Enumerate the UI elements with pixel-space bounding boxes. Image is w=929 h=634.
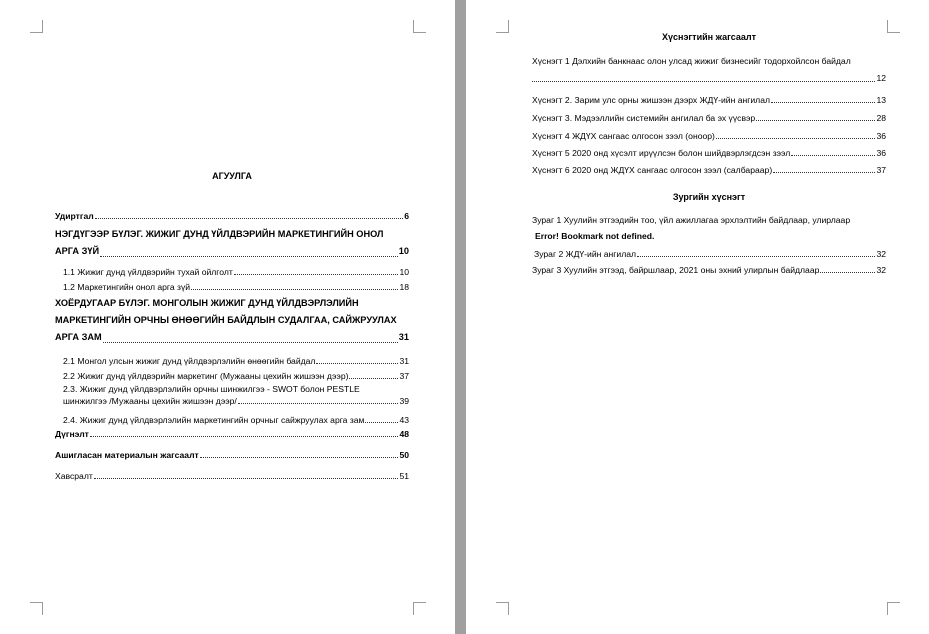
toc-entry[interactable]: Хавсралт 51	[55, 471, 409, 481]
table-entry[interactable]: Хүснэгт 1 Дэлхийн банкнаас олон улсад жижиг бизнесийг тодорхойлсон байдал 12	[532, 56, 886, 83]
crop-mark	[496, 20, 509, 33]
figures-title: Зургийн хүснэгт	[672, 192, 746, 202]
toc-entry[interactable]: Ашигласан материалын жагсаалт 50	[55, 450, 409, 460]
toc-entry[interactable]: 1.2 Маркетингийн онол арга зүй 18	[63, 282, 409, 292]
toc-entry[interactable]: ХОЁРДУГААР БҮЛЭГ. МОНГОЛЫН ЖИЖИГ ДУНД ҮЙЛДВЭРЛЭЛИЙН МАРКЕТИНГИЙН ОРЧНЫ ӨНӨӨГИЙН БАЙДЛЫН СУДАЛГАА, САЙЖРУУЛАХ АРГА ЗАМ 31	[55, 298, 409, 342]
crop-mark	[887, 20, 900, 33]
crop-mark	[30, 602, 43, 615]
crop-mark	[30, 20, 43, 33]
figure-entry[interactable]: Зураг 3 Хуулийн этгээд, байршлаар, 2021 оны эхний улирлын байдлаар 32	[532, 265, 886, 275]
toc-list	[55, 209, 409, 482]
tables-title: Хүснэгтийн жагсаалт	[662, 32, 756, 42]
table-entry[interactable]: Хүснэгт 4 ЖДҮХ сангаас олгосон зээл (оноор) 36	[532, 131, 886, 141]
tables-list	[532, 54, 886, 176]
crop-mark	[887, 602, 900, 615]
toc-title: АГУУЛГА	[212, 171, 252, 181]
toc-entry[interactable]: 2.1 Монгол улсын жижиг дунд үйлдвэрлэлийн өнөөгийн байдал 31	[63, 356, 409, 366]
toc-entry[interactable]: Дүгнэлт 48	[55, 429, 409, 439]
left-page	[0, 0, 455, 634]
crop-mark	[413, 20, 426, 33]
table-entry[interactable]: Хүснэгт 3. Мэдээллийн системийн ангилал ба эх үүсвэр 28	[532, 113, 886, 123]
figures-list	[532, 212, 886, 276]
right-page	[466, 0, 929, 634]
toc-entry[interactable]: 2.4. Жижиг дунд үйлдвэрлэлийн маркетингийн орчныг сайжруулах арга зам 43	[63, 415, 409, 425]
crop-mark	[496, 602, 509, 615]
page-gutter	[455, 0, 466, 634]
bookmark-error: Error! Bookmark not defined.	[535, 231, 655, 241]
crop-mark	[413, 602, 426, 615]
figure-entry[interactable]: Зураг 2 ЖДҮ-ийн ангилал 32	[534, 249, 886, 259]
toc-entry[interactable]: 2.2 Жижиг дунд үйлдвэрийн маркетинг (Мужааны цехийн жишээн дээр) 37	[63, 371, 409, 381]
toc-entry[interactable]: НЭГДҮГЭЭР БҮЛЭГ. ЖИЖИГ ДУНД ҮЙЛДВЭРИЙН МАРКЕТИНГИЙН ОНОЛ АРГА ЗҮЙ 10	[55, 229, 409, 256]
table-entry[interactable]: Хүснэгт 2. Зарим улс орны жишээн дээрх ЖДҮ-ийн ангилал 13	[532, 95, 886, 105]
table-entry[interactable]: Хүснэгт 6 2020 онд ЖДҮХ сангаас олгосон зээл (салбараар) 37	[532, 165, 886, 175]
toc-entry[interactable]: 1.1 Жижиг дунд үйлдвэрийн тухай ойлголт 10	[63, 267, 409, 277]
toc-entry[interactable]: 2.3. Жижиг дунд үйлдвэрлэлийн орчны шинжилгээ - SWOT болон PESTLE шинжилгээ /Мужааны цехийн жишээн дээр/ 39	[63, 384, 409, 406]
toc-entry[interactable]: Удиртгал 6	[55, 211, 409, 221]
table-entry[interactable]: Хүснэгт 5 2020 онд хүсэлт ирүүлсэн болон шийдвэрлэгдсэн зээл 36	[532, 148, 886, 158]
figure-entry[interactable]: Зураг 1 Хуулийн этгээдийн тоо, үйл ажиллагаа эрхлэлтийн байдлаар, улирлаар Error! Bookmark not defined.	[532, 212, 886, 244]
